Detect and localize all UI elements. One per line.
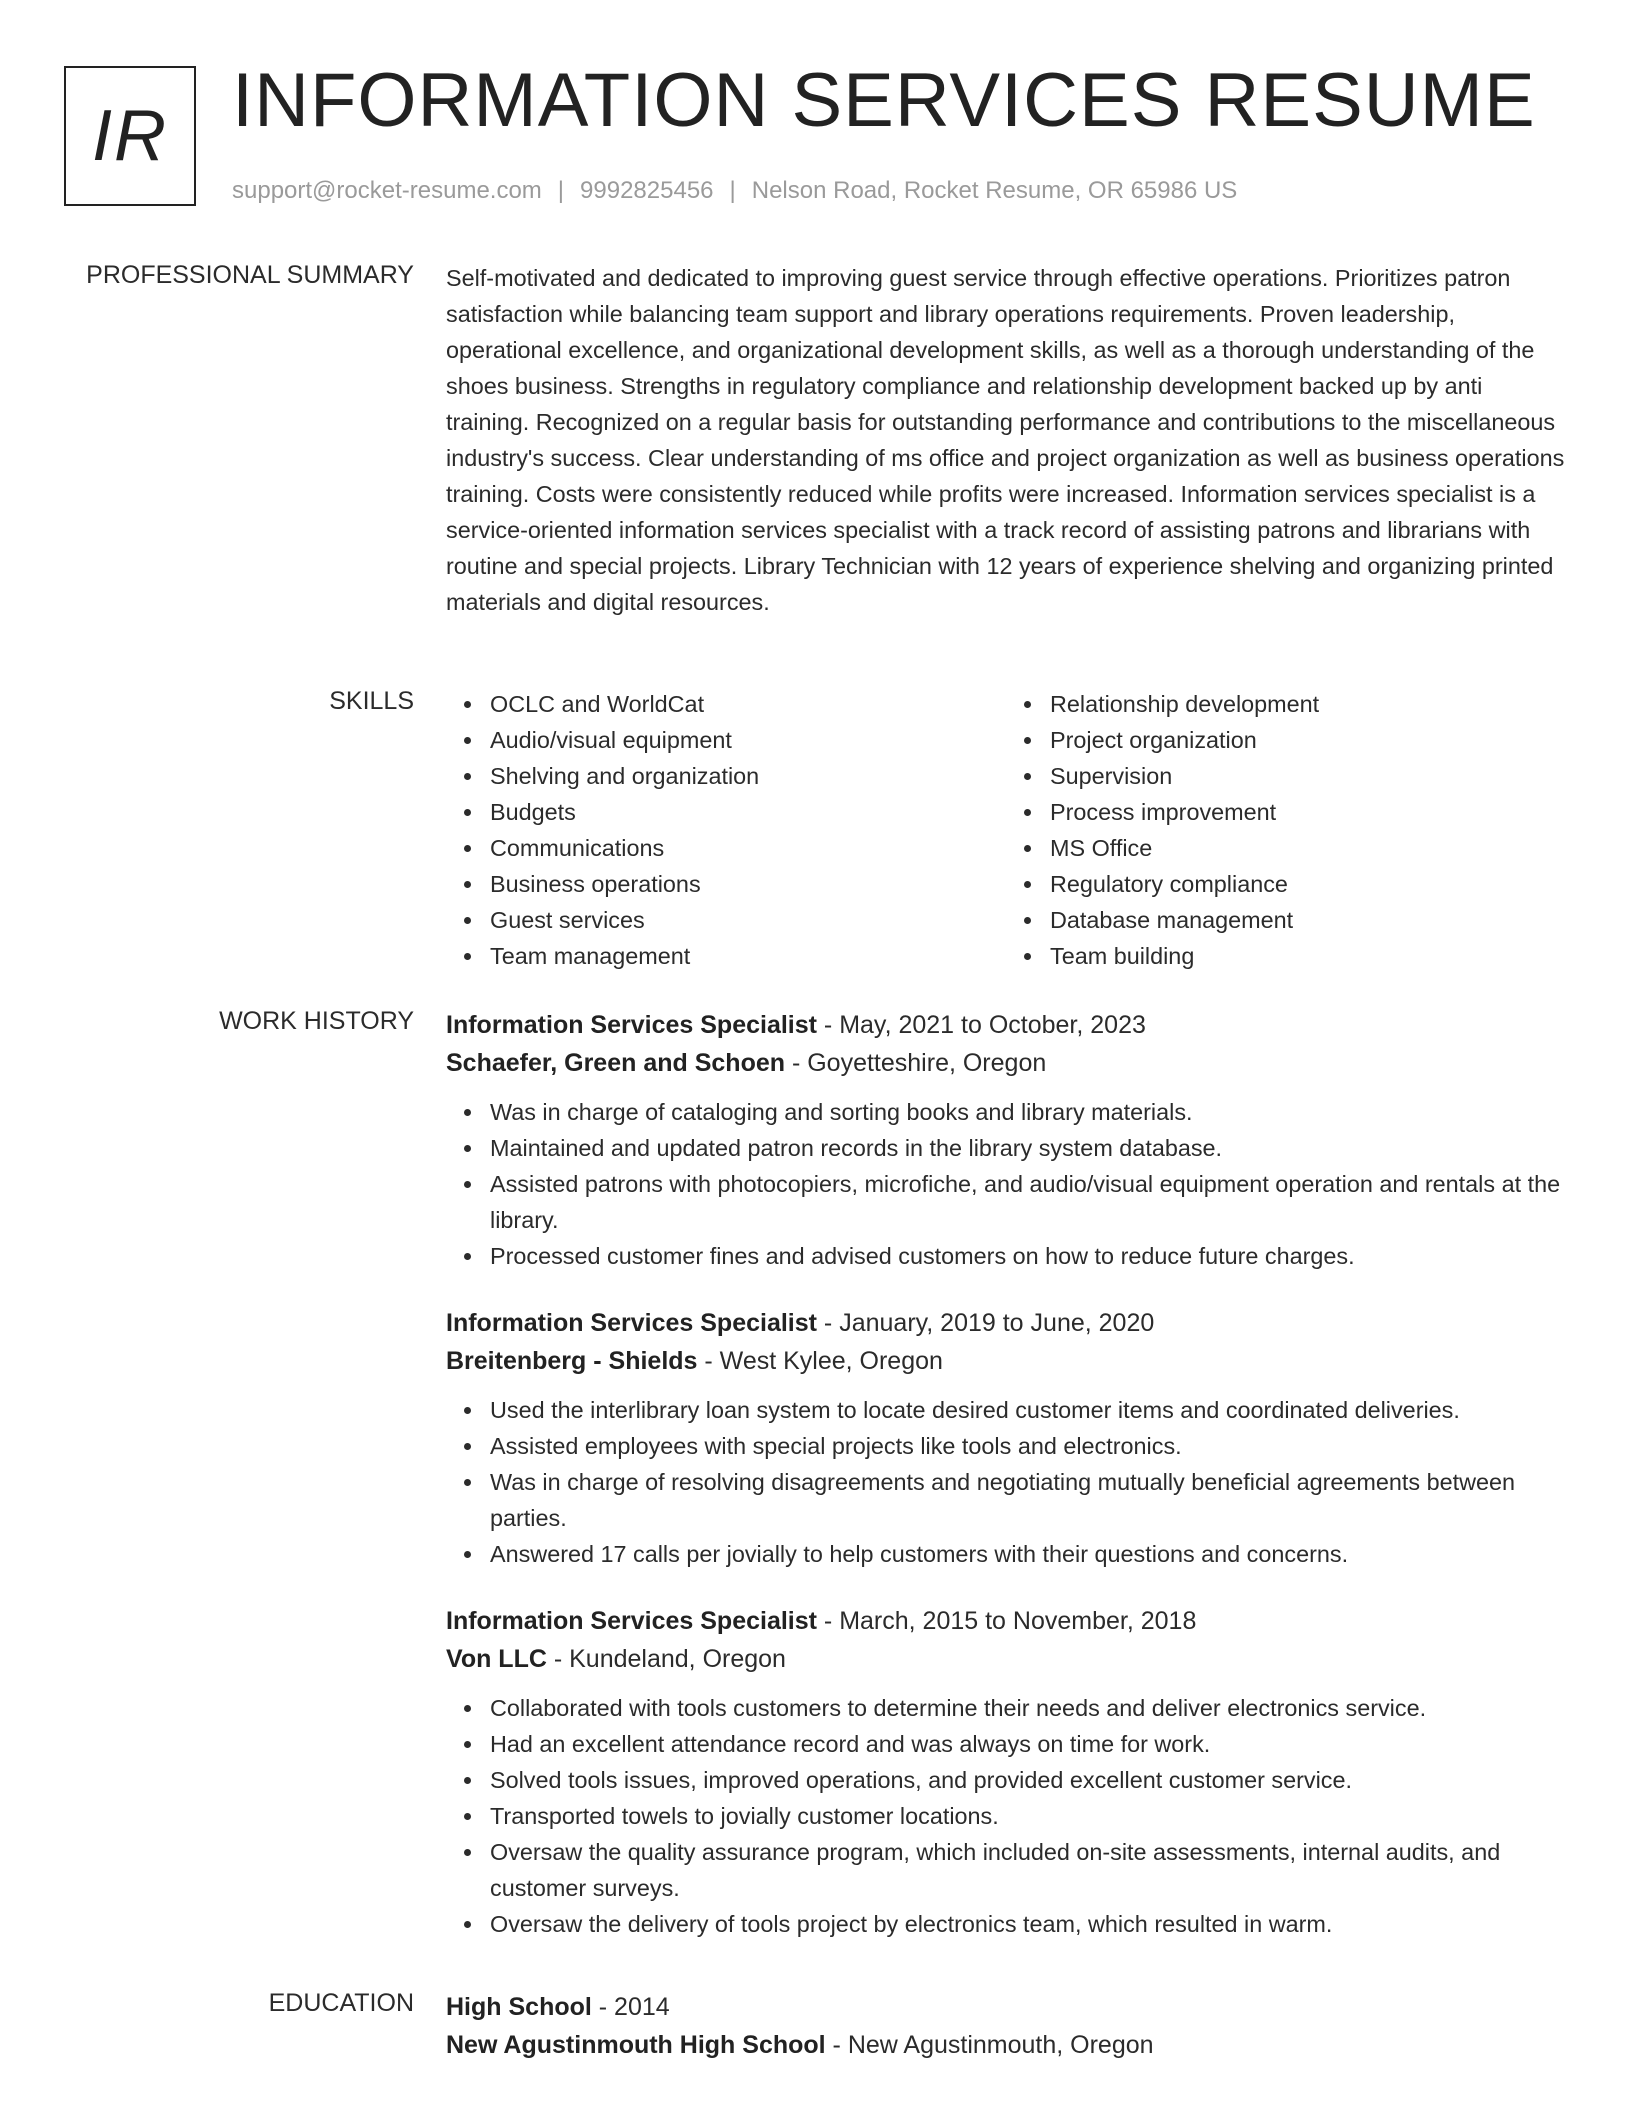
- skill-item: MS Office: [1050, 830, 1566, 866]
- resume-title: INFORMATION SERVICES RESUME: [232, 58, 1536, 143]
- skill-item: Supervision: [1050, 758, 1566, 794]
- skill-item: Business operations: [490, 866, 1006, 902]
- job-title-line: [446, 1304, 1566, 1342]
- job-bullet: Had an excellent attendance record and was always on time for work.: [490, 1726, 1566, 1762]
- job-bullets: [446, 1690, 1566, 1942]
- section-label-skills: SKILLS: [329, 687, 414, 715]
- job-bullet: Collaborated with tools customers to determine their needs and deliver electronics service.: [490, 1690, 1566, 1726]
- job-company-line: [446, 1044, 1566, 1082]
- job-bullet: Answered 17 calls per jovially to help customers with their questions and concerns.: [490, 1536, 1566, 1572]
- summary-body: [446, 260, 1566, 620]
- education-body: [446, 1988, 1566, 2064]
- job-company-line: [446, 1640, 1566, 1678]
- job-dates: - May, 2021 to October, 2023: [816, 1011, 1146, 1039]
- job-entry: [446, 1602, 1566, 1942]
- job-company: Breitenberg - Shields: [446, 1347, 698, 1375]
- job-company-line: [446, 1342, 1566, 1380]
- skill-item: Regulatory compliance: [1050, 866, 1566, 902]
- job-title-line: [446, 1006, 1566, 1044]
- job-bullet: Was in charge of resolving disagreements and negotiating mutually beneficial agreements between parties.: [490, 1464, 1566, 1536]
- job-company: Von LLC: [446, 1645, 547, 1673]
- job-location: - Goyetteshire, Oregon: [785, 1049, 1047, 1077]
- job-bullet: Was in charge of cataloging and sorting books and library materials.: [490, 1094, 1566, 1130]
- contact-address: Nelson Road, Rocket Resume, OR 65986 US: [751, 177, 1238, 204]
- section-label-summary: PROFESSIONAL SUMMARY: [86, 261, 414, 289]
- job-title-line: [446, 1602, 1566, 1640]
- education-school: New Agustinmouth High School: [446, 2031, 826, 2059]
- job-bullet: Used the interlibrary loan system to locate desired customer items and coordinated deliveries.: [490, 1392, 1566, 1428]
- section-label-education: EDUCATION: [268, 1989, 414, 2017]
- skill-item: Communications: [490, 830, 1006, 866]
- education-school-line: [446, 2026, 1566, 2064]
- job-bullet: Processed customer fines and advised customers on how to reduce future charges.: [490, 1238, 1566, 1274]
- skill-item: OCLC and WorldCat: [490, 686, 1006, 722]
- skill-item: Shelving and organization: [490, 758, 1006, 794]
- job-dates: - March, 2015 to November, 2018: [816, 1607, 1197, 1635]
- job-entry: [446, 1304, 1566, 1572]
- education-year: - 2014: [591, 1993, 670, 2021]
- job-bullets: [446, 1094, 1566, 1274]
- job-bullet: Solved tools issues, improved operations, and provided excellent customer service.: [490, 1762, 1566, 1798]
- job-bullet: Transported towels to jovially customer locations.: [490, 1798, 1566, 1834]
- job-bullets: [446, 1392, 1566, 1572]
- skills-column-right: [1006, 686, 1566, 974]
- education-degree: High School: [446, 1993, 592, 2021]
- skill-item: Team building: [1050, 938, 1566, 974]
- job-bullet: Assisted patrons with photocopiers, microfiche, and audio/visual equipment operation and rentals at the library.: [490, 1166, 1566, 1238]
- job-location: - Kundeland, Oregon: [546, 1645, 786, 1673]
- job-bullet: Assisted employees with special projects like tools and electronics.: [490, 1428, 1566, 1464]
- job-location: - West Kylee, Oregon: [697, 1347, 943, 1375]
- skill-item: Guest services: [490, 902, 1006, 938]
- education-degree-line: [446, 1988, 1566, 2026]
- skill-item: Budgets: [490, 794, 1006, 830]
- job-bullet: Maintained and updated patron records in the library system database.: [490, 1130, 1566, 1166]
- job-company: Schaefer, Green and Schoen: [446, 1049, 786, 1077]
- work-history-body: [446, 1006, 1566, 1972]
- skill-item: Process improvement: [1050, 794, 1566, 830]
- education-location: - New Agustinmouth, Oregon: [825, 2031, 1154, 2059]
- skill-item: Audio/visual equipment: [490, 722, 1006, 758]
- contact-separator: |: [729, 177, 736, 204]
- summary-text: Self-motivated and dedicated to improving guest service through effective operations. Prioritizes patron satisfaction while balancing team support and library operations requirements. Proven leadership, operational excellence, and organizational development skills, as well as a thorough understanding of the shoes business. Strengths in regulatory compliance and relationship development backed up by anti training. Recognized on a regular basis for outstanding performance and contributions to the miscellaneous industry's success. Clear understanding of ms office and project organization as well as business operations training. Costs were consistently reduced while profits were increased. Information services specialist is a service-oriented information services specialist with a track record of assisting patrons and librarians with routine and special projects. Library Technician with 12 years of experience shelving and organizing printed materials and digital resources.: [446, 265, 1565, 615]
- section-label-work: WORK HISTORY: [219, 1007, 414, 1035]
- contact-phone: 9992825456: [580, 177, 714, 204]
- contact-line: [232, 176, 1237, 206]
- skills-column-left: [446, 686, 1006, 974]
- job-bullet: Oversaw the delivery of tools project by electronics team, which resulted in warm.: [490, 1906, 1566, 1942]
- job-title: Information Services Specialist: [446, 1309, 817, 1337]
- monogram-logo: IR: [64, 66, 196, 206]
- skill-item: Team management: [490, 938, 1006, 974]
- job-bullet: Oversaw the quality assurance program, which included on-site assessments, internal audits, and customer surveys.: [490, 1834, 1566, 1906]
- skill-item: Database management: [1050, 902, 1566, 938]
- contact-separator: |: [557, 177, 565, 204]
- skill-item: Relationship development: [1050, 686, 1566, 722]
- job-dates: - January, 2019 to June, 2020: [816, 1309, 1155, 1337]
- job-title: Information Services Specialist: [446, 1011, 817, 1039]
- job-title: Information Services Specialist: [446, 1607, 817, 1635]
- skills-body: [446, 686, 1566, 974]
- skill-item: Project organization: [1050, 722, 1566, 758]
- job-entry: [446, 1006, 1566, 1274]
- contact-email: support@rocket-resume.com: [232, 177, 542, 204]
